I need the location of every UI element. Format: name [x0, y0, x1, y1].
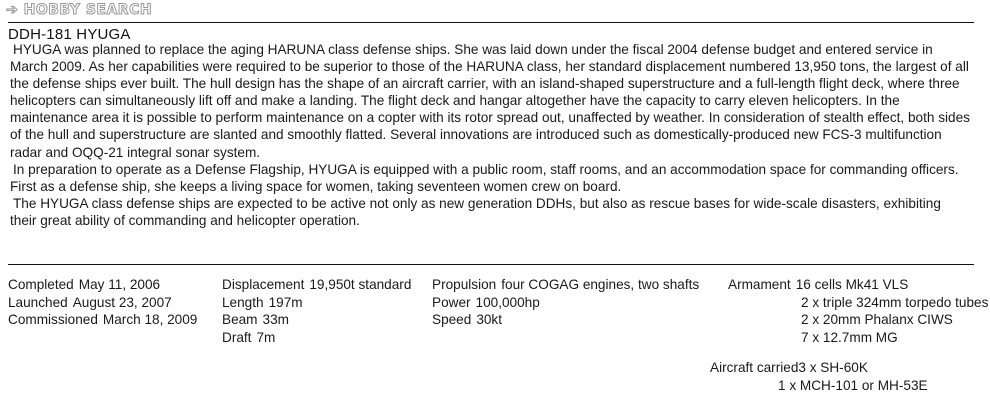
spec-beam: [222, 311, 411, 329]
spec-label: Draft: [222, 329, 252, 345]
spec-label: Displacement: [222, 277, 305, 292]
spec-value: March 18, 2009: [102, 312, 198, 327]
spec-launched: [8, 294, 197, 312]
spec-value: 197m: [268, 294, 303, 310]
specs-dates-column: [8, 276, 197, 329]
specs-propulsion-column: [432, 276, 699, 329]
top-divider: [8, 22, 974, 23]
description-paragraph: HYUGA was planned to replace the aging HARUNA class defense ships. She was laid down under the fiscal 2004 defense budget and entered service in March 2009. As her capabilities were required to be superior to those of the HARUNA class, her standard displacement numbered 13,950 tons, the largest of all the defense ships ever built. The hull design has the shape of an aircraft carrier, with an island-shaped superstructure and a full-length flight deck, where three helicopters can simultaneously lift off and make a landing. The flight deck and hangar altogether have the capacity to carry eleven helicopters. In the maintenance area it is possible to perform maintenance on a copter with its rotor spread out, unaffected by weather. In consideration of stealth effect, both sides of the hull and superstructure are slanted and smoothly flatted. Several innovations are introduced such as domestically-produced new FCS-3 multifunction radar and OQQ-21 integral sonar system.: [10, 42, 970, 160]
spec-draft: [222, 329, 411, 347]
spec-propulsion: [432, 276, 699, 294]
spec-label: Propulsion: [432, 277, 497, 292]
spec-value: 19,950t standard: [309, 277, 412, 292]
spec-displacement: [222, 276, 411, 294]
spec-armament: [728, 276, 988, 294]
hobby-search-watermark: [6, 2, 152, 18]
specs-armament-column: [728, 276, 988, 346]
spec-label: Beam: [222, 312, 258, 327]
ship-title: DDH-181 HYUGA: [8, 26, 131, 43]
spec-label: Aircraft carried: [710, 360, 799, 375]
spec-label: Launched: [8, 294, 68, 310]
spec-label: Completed: [8, 277, 74, 292]
spec-value: 7m: [256, 329, 276, 345]
spec-armament-item: 7 x 12.7mm MG: [801, 329, 898, 345]
spec-label: Commissioned: [8, 312, 98, 327]
description-paragraph: The HYUGA class defense ships are expected to be active not only as new generation DDHs, but also as rescue bases for wide-scale disasters, exhibiting their great ability of commanding and helicopter operation.: [10, 195, 941, 228]
spec-value: 33m: [262, 312, 289, 327]
spec-aircraft: [710, 359, 928, 394]
description-paragraph: In preparation to operate as a Defense Flagship, HYUGA is equipped with a public room, staff rooms, and an accommodation space for commanding officers. First as a defense ship, she keeps a living space for women, taking seventeen women crew on board.: [10, 161, 959, 194]
spec-value: May 11, 2006: [78, 277, 161, 292]
spec-label: Armament: [728, 277, 791, 292]
spec-value: 16 cells Mk41 VLS: [795, 277, 909, 292]
spec-value: August 23, 2007: [72, 294, 172, 310]
spec-value: four COGAG engines, two shafts: [501, 277, 700, 292]
specs-dimensions-column: [222, 276, 411, 346]
spec-value: 3 x SH-60K: [798, 360, 868, 375]
hobby-search-arrow-icon: ➔: [6, 2, 19, 18]
spec-speed: [432, 311, 699, 329]
spec-length: [222, 294, 411, 312]
spec-armament-item: 2 x triple 324mm torpedo tubes: [801, 294, 989, 310]
spec-aircraft-item: 1 x MCH-101 or MH-53E: [778, 377, 928, 393]
spec-armament-item: 2 x 20mm Phalanx CIWS: [801, 312, 953, 327]
specs-divider: [8, 264, 974, 265]
spec-power: [432, 294, 699, 312]
description-block: [10, 41, 970, 229]
spec-commissioned: [8, 311, 197, 329]
spec-value: 30kt: [476, 312, 503, 327]
spec-value: 100,000hp: [475, 294, 540, 310]
watermark-text: HOBBY SEARCH: [23, 2, 153, 18]
spec-completed: [8, 276, 197, 294]
spec-label: Power: [432, 294, 471, 310]
spec-aircraft-row: [710, 360, 868, 375]
spec-label: Speed: [432, 312, 472, 327]
spec-label: Length: [222, 294, 264, 310]
